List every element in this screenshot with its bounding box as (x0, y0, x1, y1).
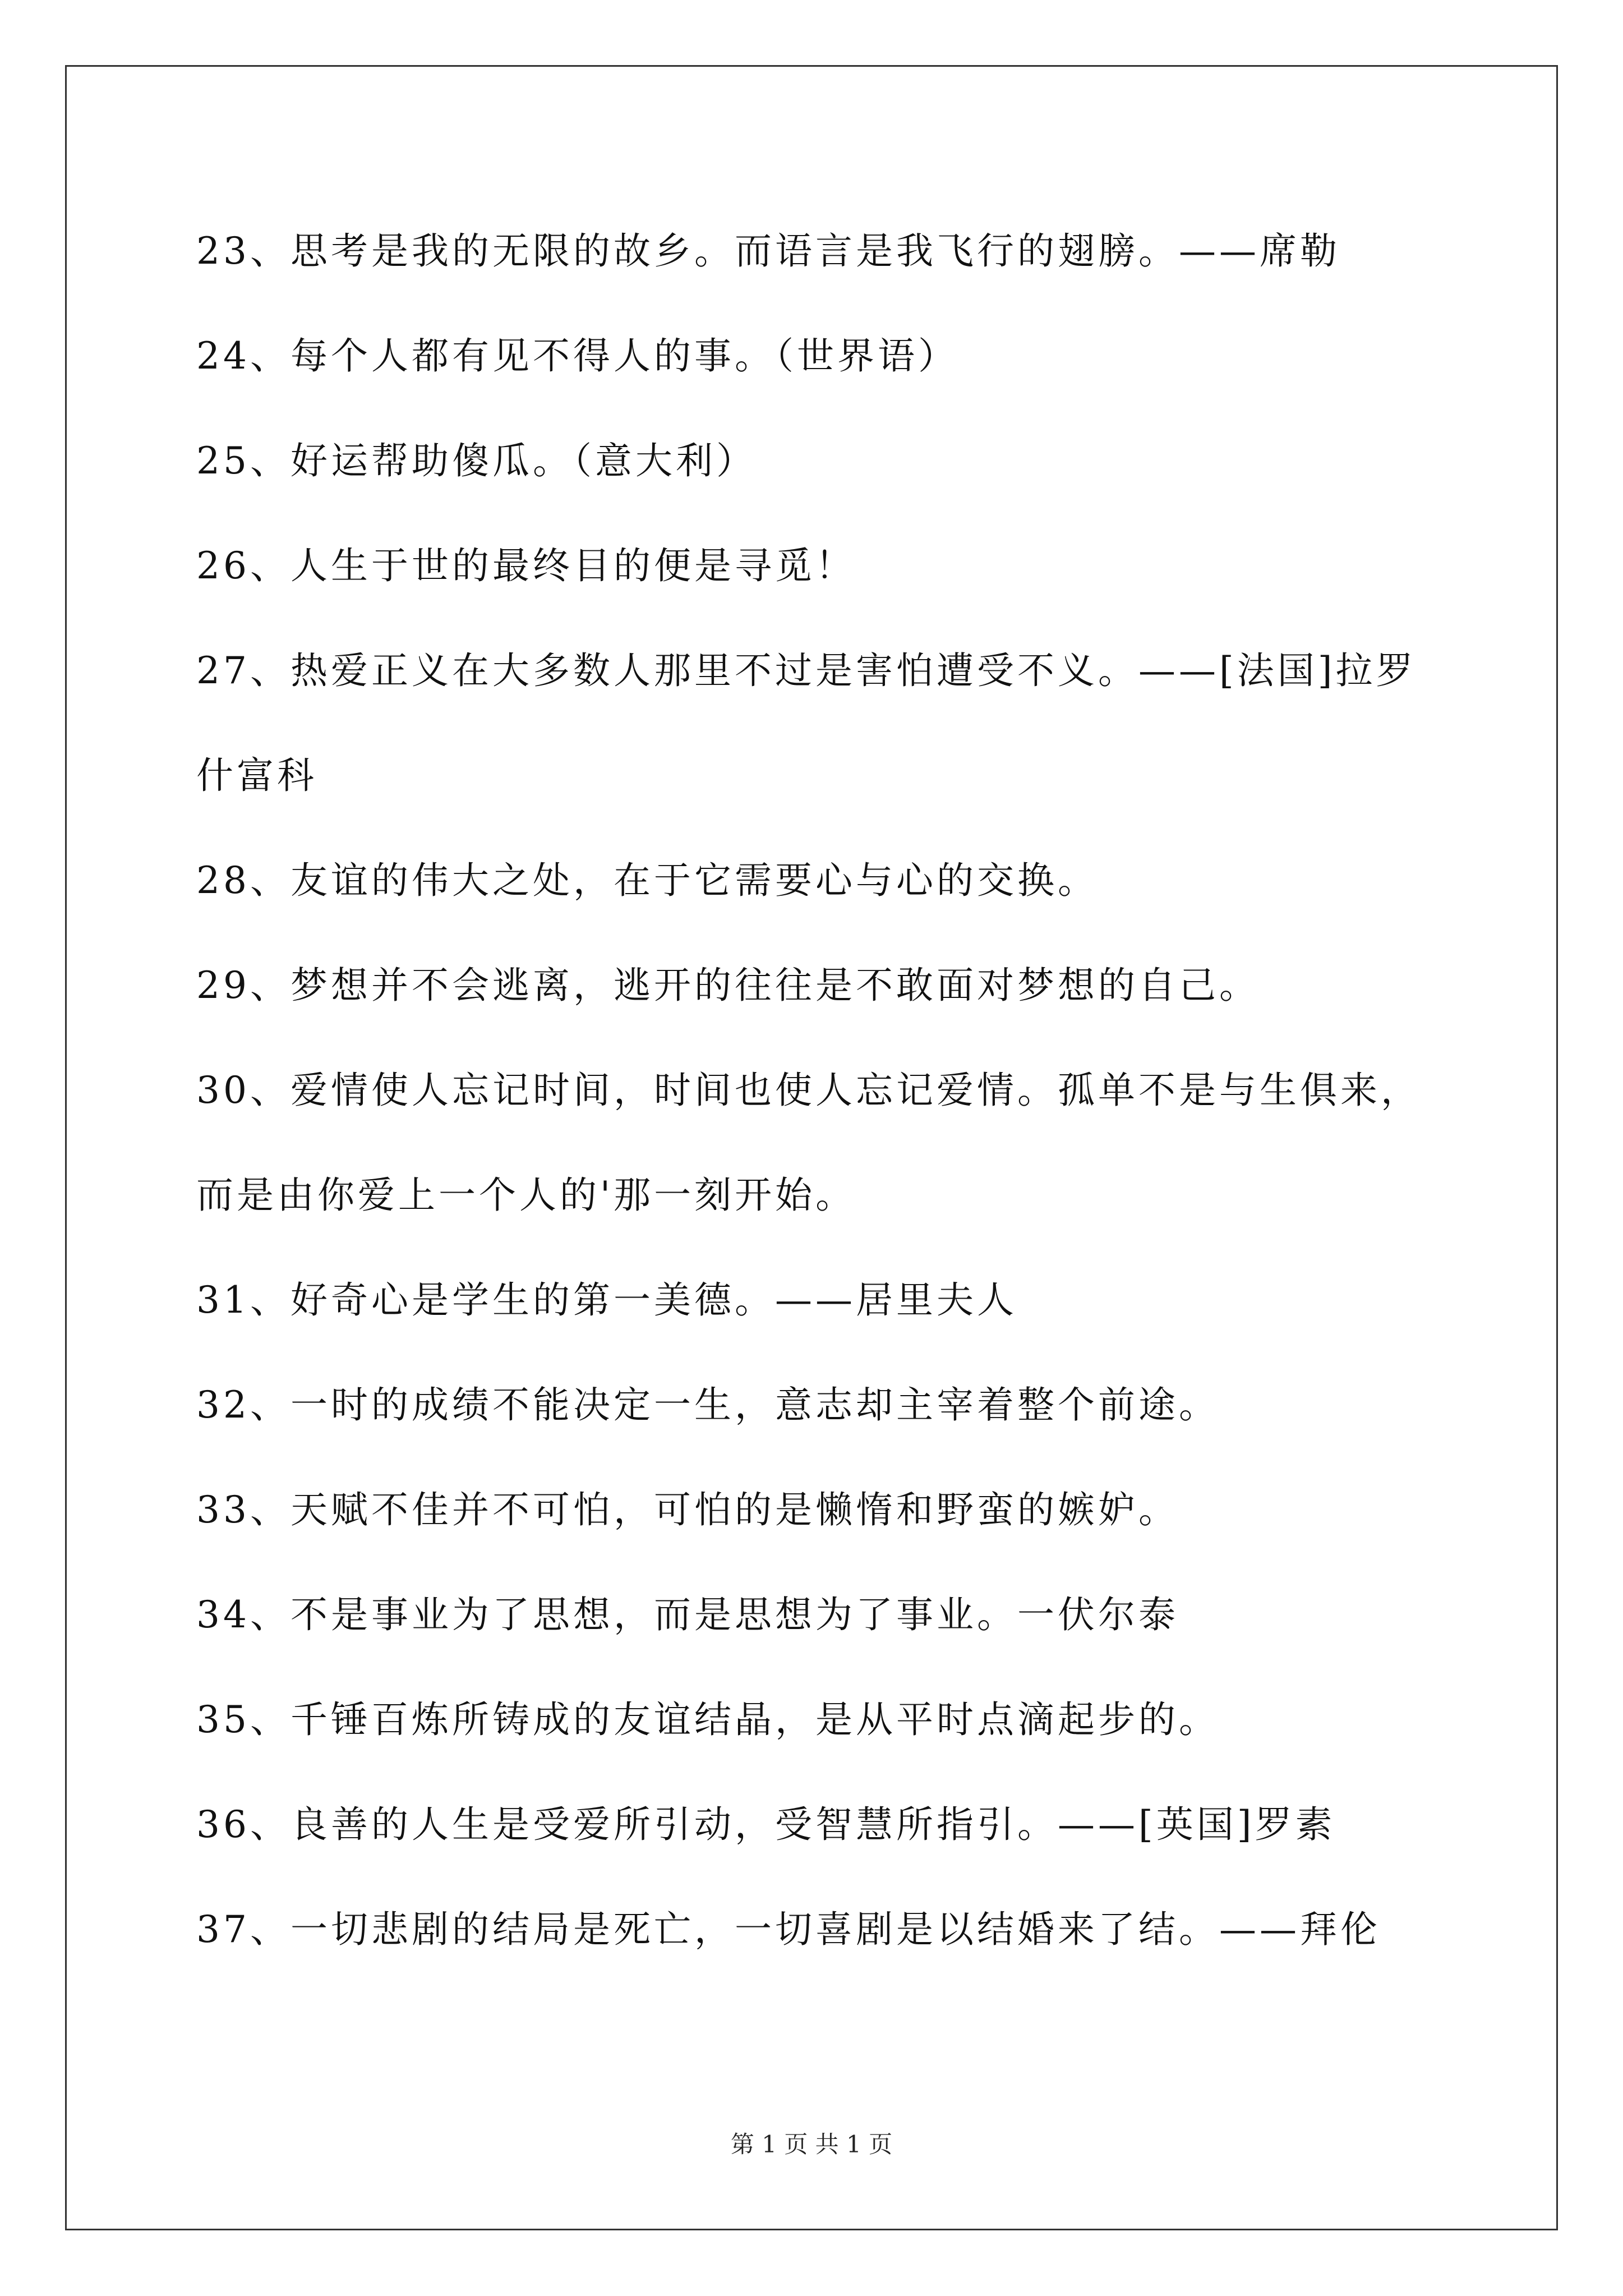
text-line: 23、思考是我的无限的故乡。而语言是我飞行的翅膀。——席勒 (196, 229, 1340, 273)
document-body (196, 223, 1447, 2007)
text-line: 36、良善的人生是受爱所引动，受智慧所指引。——[英国]罗素 (196, 1803, 1336, 1846)
text-line: 27、热爱正义在大多数人那里不过是害怕遭受不义。——[法国]拉罗 (196, 649, 1417, 692)
page-footer: 第 1 页 共 1 页 (730, 2131, 893, 2158)
text-line: 29、梦想并不会逃离，逃开的往往是不敢面对梦想的自己。 (196, 964, 1260, 1007)
text-line: 而是由你爱上一个人的'那一刻开始。 (196, 1174, 856, 1217)
text-line: 28、友谊的伟大之处，在于它需要心与心的交换。 (196, 859, 1098, 902)
text-line: 34、不是事业为了思想，而是思想为了事业。一伏尔泰 (196, 1593, 1179, 1636)
text-line: 25、好运帮助傻瓜。（意大利） (196, 439, 757, 482)
text-line: 31、好奇心是学生的第一美德。——居里夫人 (196, 1278, 1017, 1322)
text-line: 24、每个人都有见不得人的事。（世界语） (196, 334, 958, 378)
text-line: 33、天赋不佳并不可怕，可怕的是懒惰和野蛮的嫉妒。 (196, 1488, 1179, 1531)
text-line: 37、一切悲剧的结局是死亡，一切喜剧是以结婚来了结。——拜伦 (196, 1908, 1381, 1951)
text-line: 30、爱情使人忘记时间，时间也使人忘记爱情。孤单不是与生俱来， (196, 1069, 1421, 1112)
text-line: 26、人生于世的最终目的便是寻觅！ (196, 544, 856, 587)
text-line: 32、一时的成绩不能决定一生，意志却主宰着整个前途。 (196, 1383, 1219, 1427)
text-line: 35、千锤百炼所铸成的友谊结晶，是从平时点滴起步的。 (196, 1698, 1219, 1741)
text-line: 什富科 (196, 754, 317, 797)
